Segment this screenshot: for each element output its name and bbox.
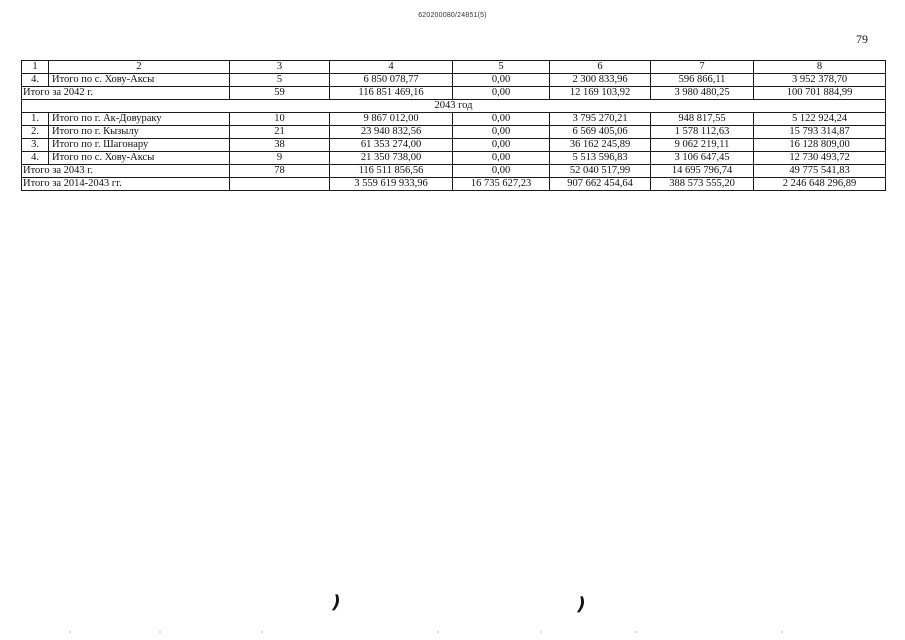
cell-col6: 3 795 270,21 bbox=[550, 113, 651, 126]
grand-total-row bbox=[22, 178, 886, 191]
cell-col3 bbox=[230, 178, 330, 191]
row-index: 1. bbox=[22, 113, 49, 126]
cell-col7: 388 573 555,20 bbox=[651, 178, 754, 191]
column-header: 7 bbox=[651, 61, 754, 74]
cell-col4: 61 353 274,00 bbox=[330, 139, 453, 152]
cell-col3: 78 bbox=[230, 165, 330, 178]
cell-col6: 907 662 454,64 bbox=[550, 178, 651, 191]
cell-col5: 0,00 bbox=[453, 74, 550, 87]
cell-col7: 596 866,11 bbox=[651, 74, 754, 87]
row-name: Итого по с. Хову-Аксы bbox=[49, 74, 230, 87]
handwritten-mark: ) bbox=[574, 594, 588, 615]
cell-col4: 116 511 856,56 bbox=[330, 165, 453, 178]
cell-col8: 3 952 378,70 bbox=[754, 74, 886, 87]
column-header: 8 bbox=[754, 61, 886, 74]
cell-col5: 0,00 bbox=[453, 152, 550, 165]
cell-col4: 21 350 738,00 bbox=[330, 152, 453, 165]
cell-col6: 6 569 405,06 bbox=[550, 126, 651, 139]
cell-col6: 52 040 517,99 bbox=[550, 165, 651, 178]
cell-col6: 36 162 245,89 bbox=[550, 139, 651, 152]
cell-col3: 5 bbox=[230, 74, 330, 87]
cell-col3: 59 bbox=[230, 87, 330, 100]
table-row bbox=[22, 152, 886, 165]
cell-col8: 5 122 924,24 bbox=[754, 113, 886, 126]
row-name: Итого по с. Хову-Аксы bbox=[49, 152, 230, 165]
year-section-label: 2043 год bbox=[22, 100, 886, 113]
cell-col5: 0,00 bbox=[453, 113, 550, 126]
page-number: 79 bbox=[856, 32, 868, 46]
column-header: 5 bbox=[453, 61, 550, 74]
table-row bbox=[22, 126, 886, 139]
column-header-row bbox=[22, 61, 886, 74]
cell-col8: 100 701 884,99 bbox=[754, 87, 886, 100]
total-row-2043 bbox=[22, 165, 886, 178]
cell-col4: 116 851 469,16 bbox=[330, 87, 453, 100]
column-header: 2 bbox=[49, 61, 230, 74]
row-index: 4. bbox=[22, 74, 49, 87]
scan-artifact-dots bbox=[0, 630, 905, 634]
row-name: Итого по г. Шагонару bbox=[49, 139, 230, 152]
column-header: 4 bbox=[330, 61, 453, 74]
cell-col4: 9 867 012,00 bbox=[330, 113, 453, 126]
cell-col5: 0,00 bbox=[453, 165, 550, 178]
row-index: 4. bbox=[22, 152, 49, 165]
cell-col4: 23 940 832,56 bbox=[330, 126, 453, 139]
handwritten-mark: ) bbox=[329, 592, 343, 613]
row-name: Итого по г. Ак-Довураку bbox=[49, 113, 230, 126]
table-row bbox=[22, 139, 886, 152]
cell-col3: 10 bbox=[230, 113, 330, 126]
cell-col5: 16 735 627,23 bbox=[453, 178, 550, 191]
column-header: 6 bbox=[550, 61, 651, 74]
cell-col3: 38 bbox=[230, 139, 330, 152]
cell-col7: 3 106 647,45 bbox=[651, 152, 754, 165]
cell-col6: 5 513 596,83 bbox=[550, 152, 651, 165]
grand-total-label: Итого за 2014-2043 гг. bbox=[22, 178, 230, 191]
cell-col7: 948 817,55 bbox=[651, 113, 754, 126]
cell-col3: 9 bbox=[230, 152, 330, 165]
cell-col4: 3 559 619 933,96 bbox=[330, 178, 453, 191]
total-label: Итого за 2043 г. bbox=[22, 165, 230, 178]
cell-col5: 0,00 bbox=[453, 87, 550, 100]
cell-col8: 49 775 541,83 bbox=[754, 165, 886, 178]
year-section-row bbox=[22, 100, 886, 113]
cell-col5: 0,00 bbox=[453, 139, 550, 152]
column-header: 3 bbox=[230, 61, 330, 74]
cell-col6: 12 169 103,92 bbox=[550, 87, 651, 100]
total-label: Итого за 2042 г. bbox=[22, 87, 230, 100]
total-row-2042 bbox=[22, 87, 886, 100]
cell-col7: 14 695 796,74 bbox=[651, 165, 754, 178]
cell-col7: 1 578 112,63 bbox=[651, 126, 754, 139]
cell-col4: 6 850 078,77 bbox=[330, 74, 453, 87]
table-row bbox=[22, 74, 886, 87]
document-id: 620200080/24851(5) bbox=[418, 12, 487, 19]
column-header: 1 bbox=[22, 61, 49, 74]
cell-col8: 2 246 648 296,89 bbox=[754, 178, 886, 191]
cell-col8: 16 128 809,00 bbox=[754, 139, 886, 152]
cell-col7: 3 980 480,25 bbox=[651, 87, 754, 100]
cell-col6: 2 300 833,96 bbox=[550, 74, 651, 87]
row-index: 2. bbox=[22, 126, 49, 139]
report-table bbox=[21, 60, 886, 191]
cell-col8: 15 793 314,87 bbox=[754, 126, 886, 139]
cell-col7: 9 062 219,11 bbox=[651, 139, 754, 152]
cell-col3: 21 bbox=[230, 126, 330, 139]
table-row bbox=[22, 113, 886, 126]
cell-col5: 0,00 bbox=[453, 126, 550, 139]
row-name: Итого по г. Кызылу bbox=[49, 126, 230, 139]
row-index: 3. bbox=[22, 139, 49, 152]
cell-col8: 12 730 493,72 bbox=[754, 152, 886, 165]
